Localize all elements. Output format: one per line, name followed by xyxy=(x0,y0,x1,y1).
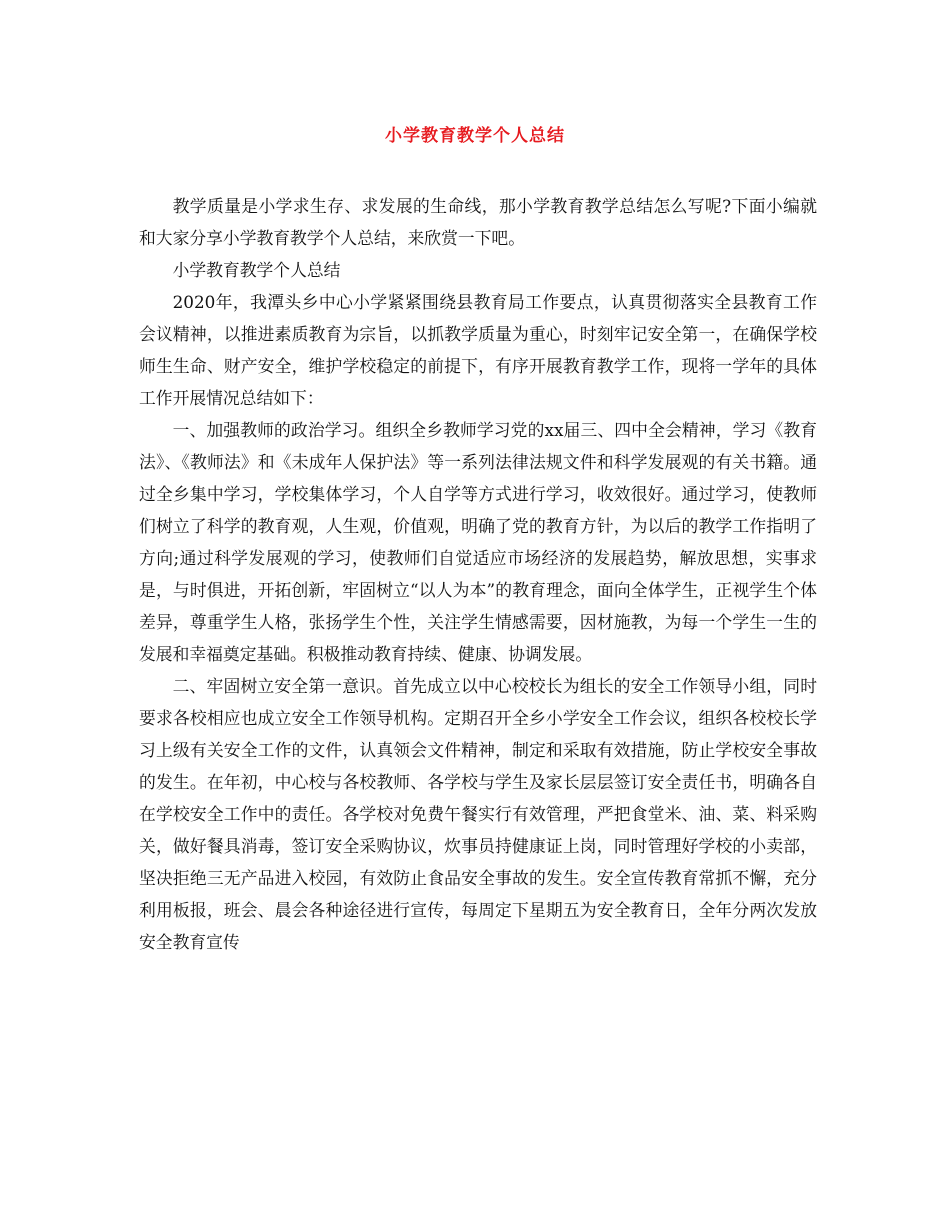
paragraph-safety: 二、牢固树立安全第一意识。首先成立以中心校校长为组长的安全工作领导小组，同时要求各校相应也成立安全工作领导机构。定期召开全乡小学安全工作会议，组织各校校长学习上级有关安全工作的文件，认真领会文件精神，制定和采取有效措施，防止学校安全事故的发生。在年初，中心校与各校教师、各学校与学生及家长层层签订安全责任书，明确各自在学校安全工作中的责任。各学校对免费午餐实行有效管理，严把食堂米、油、菜、料采购关，做好餐具消毒，签订安全采购协议，炊事员持健康证上岗，同时管理好学校的小卖部，坚决拒绝三无产品进入校园，有效防止食品安全事故的发生。安全宣传教育常抓不懈，充分利用板报，班会、晨会各种途径进行宣传，每周定下星期五为安全教育日，全年分两次发放安全教育宣传 xyxy=(139,676,817,952)
paragraph-overview: 2020年，我潭头乡中心小学紧紧围绕县教育局工作要点，认真贯彻落实全县教育工作会议精神，以推进素质教育为宗旨，以抓教学质量为重心，时刻牢记安全第一，在确保学校师生生命、财产安全，维护学校稳定的前提下，有序开展教育教学工作，现将一学年的具体工作开展情况总结如下： xyxy=(139,292,817,408)
document-title: 小学教育教学个人总结 xyxy=(385,126,565,146)
paragraph-intro: 教学质量是小学求生存、求发展的生命线，那小学教育教学总结怎么写呢?下面小编就和大家分享小学教育教学个人总结，来欣赏一下吧。 xyxy=(139,196,817,248)
paragraph-subtitle: 小学教育教学个人总结 xyxy=(172,260,341,280)
paragraph-political-study: 一、加强教师的政治学习。组织全乡教师学习党的xx届三、四中全会精神，学习《教育法》、《教师法》和《未成年人保护法》等一系列法律法规文件和科学发展观的有关书籍。通过全乡集中学习，学校集体学习，个人自学等方式进行学习，收效很好。通过学习，使教师们树立了科学的教育观，人生观，价值观，明确了党的教育方针，为以后的教学工作指明了方向;通过科学发展观的学习，使教师们自觉适应市场经济的发展趋势，解放思想，实事求是，与时俱进，开拓创新，牢固树立“以人为本”的教育理念，面向全体学生，正视学生个体差异，尊重学生人格，张扬学生个性，关注学生情感需要，因材施教，为每一个学生一生的发展和幸福奠定基础。积极推动教育持续、健康、协调发展。 xyxy=(139,420,817,664)
document-body xyxy=(139,190,817,958)
